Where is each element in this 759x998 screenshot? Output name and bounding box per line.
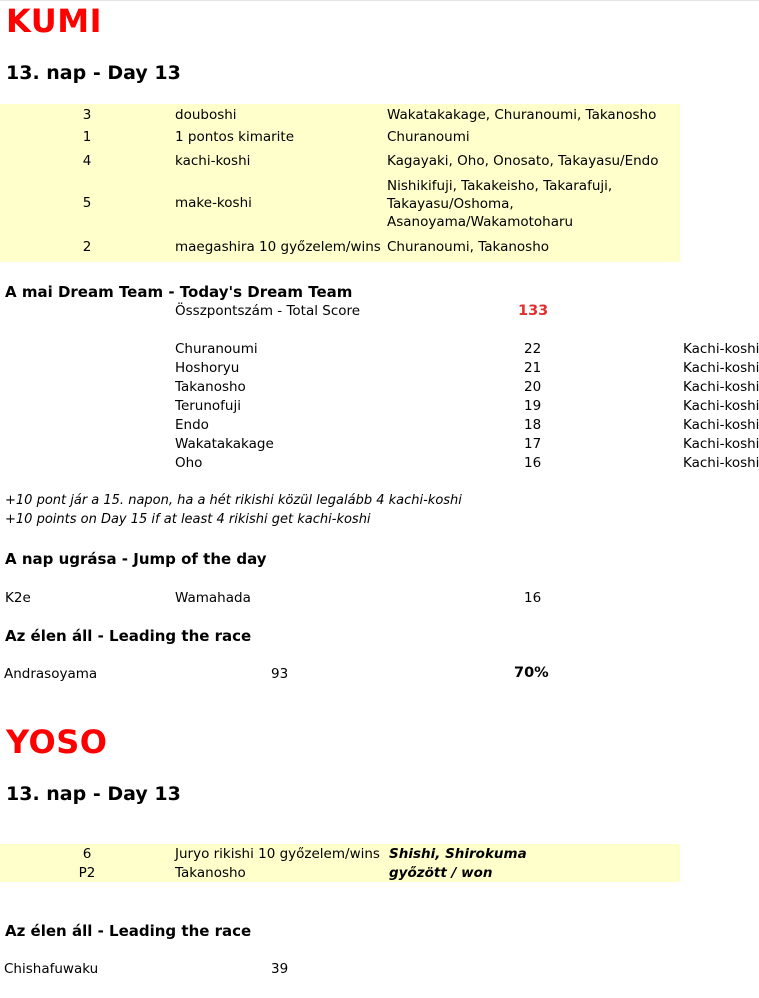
kumi-leader-name: Andrasoyama: [4, 666, 98, 682]
kumi-leader-score: 93: [271, 666, 289, 682]
kumi-row-points: 5: [82, 195, 92, 211]
top-border: [0, 0, 759, 1]
dream-member-score: 21: [524, 360, 542, 376]
dream-member-name: Terunofuji: [175, 398, 241, 414]
kumi-row-category: douboshi: [175, 107, 237, 123]
dream-member-score: 22: [524, 341, 542, 357]
yoso-row-names: győzött / won: [389, 865, 493, 881]
dream-member-score: 17: [524, 436, 542, 452]
dream-member-name: Takanosho: [175, 379, 246, 395]
kumi-row-names: Nishikifuji, Takakeisho, Takarafuji, Takayasu/Oshoma, Asanoyama/Wakamotoharu: [387, 178, 613, 230]
dream-member-status: Kachi-koshi: [683, 417, 759, 433]
kumi-row-names: Churanoumi: [387, 129, 470, 145]
dream-member-name: Churanoumi: [175, 341, 258, 357]
total-score-value: 133: [518, 303, 549, 319]
jump-value: 16: [524, 590, 542, 606]
yoso-row-names: Shishi, Shirokuma: [389, 846, 527, 862]
yoso-row-points: P2: [78, 865, 96, 881]
dream-member-status: Kachi-koshi: [683, 455, 759, 471]
yoso-day-heading: 13. nap - Day 13: [6, 783, 181, 805]
kumi-row-points: 2: [82, 239, 92, 255]
kumi-row-names: Kagayaki, Oho, Onosato, Takayasu/Endo: [387, 153, 659, 169]
total-score-label: Összpontszám - Total Score: [175, 303, 361, 319]
bonus-note-hu: +10 pont jár a 15. napon, ha a hét rikishi közül legalább 4 kachi-koshi: [5, 493, 462, 508]
yoso-leader-heading: Az élen áll - Leading the race: [5, 922, 252, 940]
kumi-day-heading: 13. nap - Day 13: [6, 62, 181, 84]
dream-team-heading: A mai Dream Team - Today's Dream Team: [5, 283, 353, 301]
jump-rikishi: Wamahada: [175, 590, 251, 606]
yoso-title: YOSO: [6, 723, 108, 761]
yoso-leader-name: Chishafuwaku: [4, 961, 99, 977]
kumi-row-points: 3: [82, 107, 92, 123]
kumi-leader-percent: 70%: [514, 665, 549, 681]
jump-heading: A nap ugrása - Jump of the day: [5, 550, 267, 568]
dream-member-score: 18: [524, 417, 542, 433]
dream-member-name: Wakatakakage: [175, 436, 274, 452]
dream-member-status: Kachi-koshi: [683, 436, 759, 452]
bonus-note-en: +10 points on Day 15 if at least 4 rikishi get kachi-koshi: [5, 512, 371, 527]
kumi-row-names: Churanoumi, Takanosho: [387, 239, 550, 255]
dream-member-status: Kachi-koshi: [683, 379, 759, 395]
kumi-row-category: kachi-koshi: [175, 153, 251, 169]
kumi-leader-heading: Az élen áll - Leading the race: [5, 627, 252, 645]
dream-member-score: 19: [524, 398, 542, 414]
kumi-row-category: make-koshi: [175, 195, 252, 211]
kumi-row-names: Wakatakakage, Churanoumi, Takanosho: [387, 107, 657, 123]
yoso-row-category: Takanosho: [175, 865, 246, 881]
dream-member-score: 16: [524, 455, 542, 471]
dream-member-score: 20: [524, 379, 542, 395]
jump-player: K2e: [5, 590, 31, 606]
yoso-row-category: Juryo rikishi 10 győzelem/wins: [175, 846, 380, 862]
yoso-leader-score: 39: [271, 961, 289, 977]
yoso-row-points: 6: [82, 846, 92, 862]
kumi-row-points: 4: [82, 153, 92, 169]
kumi-row-category: maegashira 10 győzelem/wins: [175, 239, 381, 255]
dream-member-status: Kachi-koshi: [683, 341, 759, 357]
kumi-title: KUMI: [6, 2, 102, 40]
dream-member-status: Kachi-koshi: [683, 398, 759, 414]
dream-member-status: Kachi-koshi: [683, 360, 759, 376]
kumi-row-category: 1 pontos kimarite: [175, 129, 295, 145]
dream-member-name: Hoshoryu: [175, 360, 240, 376]
kumi-row-points: 1: [82, 129, 92, 145]
dream-member-name: Endo: [175, 417, 209, 433]
dream-member-name: Oho: [175, 455, 203, 471]
